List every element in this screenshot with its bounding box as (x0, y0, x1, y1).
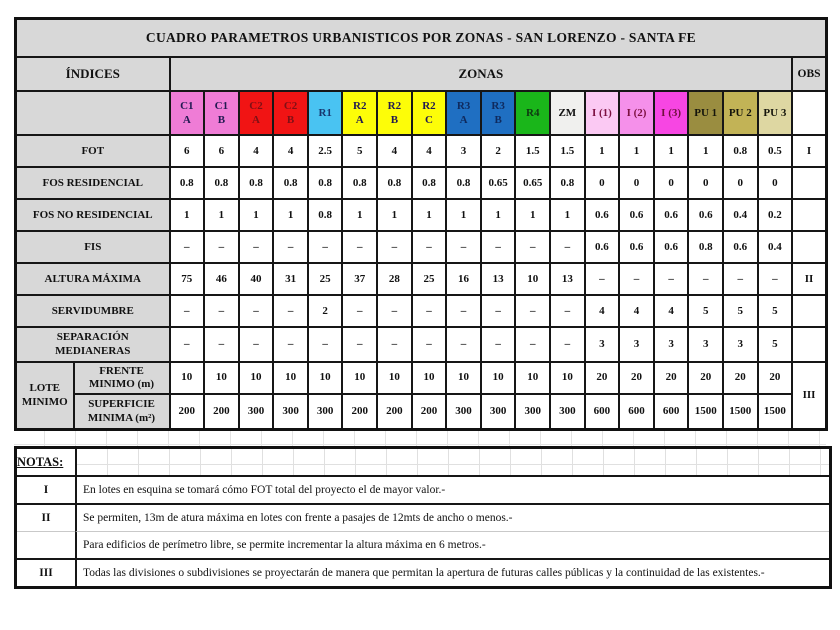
value-cell: 1 (481, 199, 516, 231)
background-gridlines (14, 431, 826, 446)
value-cell: 10 (170, 362, 205, 394)
note-text: Para edificios de perímetro libre, se permite incrementar la altura máxima en 6 metros.- (75, 531, 829, 558)
value-cell: 20 (619, 362, 654, 394)
index-row-5 (16, 263, 827, 295)
value-cell: 5 (723, 295, 758, 327)
value-cell: 4 (585, 295, 620, 327)
value-cell: 0.5 (758, 135, 793, 167)
value-cell: – (308, 327, 343, 362)
obs-cell (792, 327, 826, 362)
value-cell: – (515, 231, 550, 263)
zone-header-cell-C1A: C1 A (170, 91, 205, 135)
zone-header-cell-I2: I (2) (619, 91, 654, 135)
zone-header-cell-R2A: R2 A (342, 91, 377, 135)
row-label: SEPARACIÓN MEDIANERAS (16, 327, 170, 362)
value-cell: 0.8 (412, 167, 447, 199)
value-cell: – (170, 327, 205, 362)
value-cell: – (342, 295, 377, 327)
value-cell: – (273, 295, 308, 327)
sub-row-label: FRENTE MINIMO (m) (74, 362, 170, 394)
value-cell: 5 (342, 135, 377, 167)
value-cell: – (342, 327, 377, 362)
zone-header-cell-R4: R4 (515, 91, 550, 135)
value-cell: 3 (619, 327, 654, 362)
value-cell: 75 (170, 263, 205, 295)
value-cell: 10 (308, 362, 343, 394)
value-cell: – (239, 327, 274, 362)
value-cell: 10 (342, 362, 377, 394)
zone-header-cell-R1: R1 (308, 91, 343, 135)
value-cell: 0.6 (585, 231, 620, 263)
value-cell: 0.8 (204, 167, 239, 199)
value-cell: 0.65 (515, 167, 550, 199)
zone-header-cell-I1: I (1) (585, 91, 620, 135)
value-cell: – (723, 263, 758, 295)
value-cell: – (481, 295, 516, 327)
value-cell: 0.65 (481, 167, 516, 199)
value-cell: 4 (412, 135, 447, 167)
obs-cell (792, 231, 826, 263)
value-cell: – (170, 231, 205, 263)
note-label: I (17, 475, 75, 503)
value-cell: 46 (204, 263, 239, 295)
value-cell: 1 (550, 199, 585, 231)
value-cell: – (239, 295, 274, 327)
zonas-header: ZONAS (170, 57, 793, 91)
value-cell: 4 (619, 295, 654, 327)
value-cell: 10 (446, 362, 481, 394)
value-cell: – (619, 263, 654, 295)
value-cell: 5 (758, 327, 793, 362)
note-text: En lotes en esquina se tomará cómo FOT total del proyecto el de mayor valor.- (75, 475, 829, 503)
lote-minimo-row-superficie (16, 394, 827, 430)
note-row-2 (17, 503, 829, 531)
value-cell: 1 (585, 135, 620, 167)
zone-header-cell-C2B: C2 B (273, 91, 308, 135)
value-cell: 0.6 (585, 199, 620, 231)
value-cell: 0.6 (654, 199, 689, 231)
value-cell: – (585, 263, 620, 295)
value-cell: 300 (239, 394, 274, 430)
value-cell: 2.5 (308, 135, 343, 167)
zone-header-cell-R3A: R3 A (446, 91, 481, 135)
value-cell: 4 (654, 295, 689, 327)
value-cell: 1 (377, 199, 412, 231)
value-cell: 20 (688, 362, 723, 394)
value-cell: – (481, 327, 516, 362)
value-cell: 10 (273, 362, 308, 394)
value-cell: 200 (170, 394, 205, 430)
value-cell: 0.8 (550, 167, 585, 199)
zone-header-cell-PU2: PU 2 (723, 91, 758, 135)
value-cell: 37 (342, 263, 377, 295)
lote-minimo-label: LOTE MINIMO (16, 362, 74, 430)
value-cell: 1 (654, 135, 689, 167)
value-cell: 4 (273, 135, 308, 167)
value-cell: 5 (688, 295, 723, 327)
note-row-3 (17, 531, 829, 558)
value-cell: 1 (239, 199, 274, 231)
obs-header-blank (792, 91, 826, 135)
value-cell: 20 (654, 362, 689, 394)
index-row-6 (16, 295, 827, 327)
index-row-7 (16, 327, 827, 362)
value-cell: 4 (239, 135, 274, 167)
value-cell: 1 (515, 199, 550, 231)
value-cell: 0 (654, 167, 689, 199)
value-cell: – (654, 263, 689, 295)
value-cell: 10 (204, 362, 239, 394)
value-cell: – (273, 327, 308, 362)
obs-cell (792, 167, 826, 199)
value-cell: 0.4 (723, 199, 758, 231)
value-cell: 0.6 (619, 231, 654, 263)
zone-header-row (16, 91, 827, 135)
value-cell: 0.2 (758, 199, 793, 231)
value-cell: – (446, 327, 481, 362)
zone-header-cell-C2A: C2 A (239, 91, 274, 135)
value-cell: – (377, 295, 412, 327)
value-cell: 20 (723, 362, 758, 394)
value-cell: – (239, 231, 274, 263)
value-cell: 0.8 (308, 167, 343, 199)
value-cell: 0.4 (758, 231, 793, 263)
value-cell: 200 (342, 394, 377, 430)
value-cell: 0.8 (723, 135, 758, 167)
value-cell: – (688, 263, 723, 295)
notes-header-row (17, 449, 829, 475)
note-label (17, 531, 75, 558)
value-cell: 200 (412, 394, 447, 430)
value-cell: – (273, 231, 308, 263)
value-cell: 10 (239, 362, 274, 394)
notes-table (14, 446, 832, 589)
value-cell: 1 (170, 199, 205, 231)
value-cell: 300 (273, 394, 308, 430)
zone-header-cell-I3: I (3) (654, 91, 689, 135)
value-cell: 10 (377, 362, 412, 394)
value-cell: 1500 (758, 394, 793, 430)
value-cell: 25 (308, 263, 343, 295)
sub-row-label: SUPERFICIE MINIMA (m²) (74, 394, 170, 430)
title-row (16, 19, 827, 58)
value-cell: – (308, 231, 343, 263)
value-cell: 31 (273, 263, 308, 295)
value-cell: 0.8 (446, 167, 481, 199)
value-cell: 10 (550, 362, 585, 394)
value-cell: – (446, 295, 481, 327)
value-cell: 1 (204, 199, 239, 231)
value-cell: 0.6 (654, 231, 689, 263)
obs-cell: III (792, 362, 826, 430)
notes-header-blank (75, 449, 829, 475)
value-cell: 0.8 (273, 167, 308, 199)
value-cell: 3 (723, 327, 758, 362)
value-cell: 25 (412, 263, 447, 295)
value-cell: – (550, 295, 585, 327)
obs-cell: II (792, 263, 826, 295)
value-cell: – (204, 327, 239, 362)
value-cell: 13 (550, 263, 585, 295)
obs-cell (792, 199, 826, 231)
value-cell: 10 (481, 362, 516, 394)
value-cell: 1 (688, 135, 723, 167)
value-cell: 4 (377, 135, 412, 167)
row-label: SERVIDUMBRE (16, 295, 170, 327)
note-label: II (17, 503, 75, 531)
value-cell: 0.8 (239, 167, 274, 199)
value-cell: – (758, 263, 793, 295)
value-cell: – (377, 231, 412, 263)
value-cell: 10 (515, 263, 550, 295)
value-cell: 200 (377, 394, 412, 430)
urban-parameters-table (14, 17, 828, 431)
value-cell: 300 (308, 394, 343, 430)
zone-header-cell-PU3: PU 3 (758, 91, 793, 135)
value-cell: – (204, 231, 239, 263)
value-cell: – (515, 295, 550, 327)
note-text: Todas las divisiones o subdivisiones se proyectarán de manera que permitan la apertura de futuras calles públicas y la continuidad de las existentes.- (75, 558, 829, 586)
value-cell: – (412, 231, 447, 263)
zone-header-cell-R2B: R2 B (377, 91, 412, 135)
value-cell: 20 (585, 362, 620, 394)
value-cell: 0.8 (688, 231, 723, 263)
row-label: FOS NO RESIDENCIAL (16, 199, 170, 231)
value-cell: 1 (342, 199, 377, 231)
value-cell: – (446, 231, 481, 263)
index-row-2 (16, 167, 827, 199)
value-cell: 3 (446, 135, 481, 167)
row-label: FOS RESIDENCIAL (16, 167, 170, 199)
value-cell: 600 (585, 394, 620, 430)
value-cell: 600 (619, 394, 654, 430)
value-cell: 13 (481, 263, 516, 295)
value-cell: 300 (515, 394, 550, 430)
obs-cell: I (792, 135, 826, 167)
value-cell: – (481, 231, 516, 263)
value-cell: 2 (481, 135, 516, 167)
note-row-1 (17, 475, 829, 503)
value-cell: 1.5 (515, 135, 550, 167)
index-row-1 (16, 135, 827, 167)
value-cell: 3 (585, 327, 620, 362)
value-cell: – (412, 295, 447, 327)
value-cell: 16 (446, 263, 481, 295)
lote-minimo-row-frente (16, 362, 827, 394)
value-cell: – (550, 327, 585, 362)
document-page (14, 17, 826, 589)
value-cell: 1500 (688, 394, 723, 430)
value-cell: 10 (515, 362, 550, 394)
zone-header-cell-C1B: C1 B (204, 91, 239, 135)
value-cell: 2 (308, 295, 343, 327)
value-cell: 0 (619, 167, 654, 199)
value-cell: 1 (412, 199, 447, 231)
value-cell: 1 (446, 199, 481, 231)
page-title: CUADRO PARAMETROS URBANISTICOS POR ZONAS - SAN LORENZO - SANTA FE (16, 19, 827, 58)
row-label: FOT (16, 135, 170, 167)
value-cell: – (170, 295, 205, 327)
obs-cell (792, 295, 826, 327)
row-label: FIS (16, 231, 170, 263)
value-cell: 200 (204, 394, 239, 430)
value-cell: – (342, 231, 377, 263)
value-cell: 1 (619, 135, 654, 167)
value-cell: 300 (481, 394, 516, 430)
value-cell: – (377, 327, 412, 362)
zone-header-cell-PU1: PU 1 (688, 91, 723, 135)
value-cell: 300 (446, 394, 481, 430)
zone-header-cell-R2C: R2 C (412, 91, 447, 135)
zone-header-spacer (16, 91, 170, 135)
index-row-4 (16, 231, 827, 263)
notes-heading: NOTAS: (17, 454, 64, 469)
note-text: Se permiten, 13m de atura máxima en lotes con frente a pasajes de 12mts de ancho o menos.- (75, 503, 829, 531)
value-cell: 1 (273, 199, 308, 231)
zone-header-cell-R3B: R3 B (481, 91, 516, 135)
note-row-4 (17, 558, 829, 586)
note-label: III (17, 558, 75, 586)
value-cell: 0.6 (619, 199, 654, 231)
value-cell: 0 (585, 167, 620, 199)
value-cell: 0.6 (723, 231, 758, 263)
value-cell: 0.8 (342, 167, 377, 199)
value-cell: 0.8 (308, 199, 343, 231)
zone-header-cell-ZM: ZM (550, 91, 585, 135)
value-cell: 0.6 (688, 199, 723, 231)
value-cell: 1500 (723, 394, 758, 430)
value-cell: 6 (204, 135, 239, 167)
row-label: ALTURA MÁXIMA (16, 263, 170, 295)
value-cell: 6 (170, 135, 205, 167)
indices-header: ÍNDICES (16, 57, 170, 91)
column-group-header-row (16, 57, 827, 91)
value-cell: – (412, 327, 447, 362)
value-cell: 10 (412, 362, 447, 394)
value-cell: 28 (377, 263, 412, 295)
value-cell: – (515, 327, 550, 362)
value-cell: 1.5 (550, 135, 585, 167)
value-cell: 0 (758, 167, 793, 199)
value-cell: 20 (758, 362, 793, 394)
value-cell: 0.8 (170, 167, 205, 199)
value-cell: 3 (688, 327, 723, 362)
value-cell: – (550, 231, 585, 263)
obs-header: OBS (792, 57, 826, 91)
value-cell: 5 (758, 295, 793, 327)
index-row-3 (16, 199, 827, 231)
value-cell: 600 (654, 394, 689, 430)
value-cell: – (204, 295, 239, 327)
value-cell: 3 (654, 327, 689, 362)
value-cell: 0 (723, 167, 758, 199)
value-cell: 0.8 (377, 167, 412, 199)
value-cell: 40 (239, 263, 274, 295)
value-cell: 300 (550, 394, 585, 430)
value-cell: 0 (688, 167, 723, 199)
